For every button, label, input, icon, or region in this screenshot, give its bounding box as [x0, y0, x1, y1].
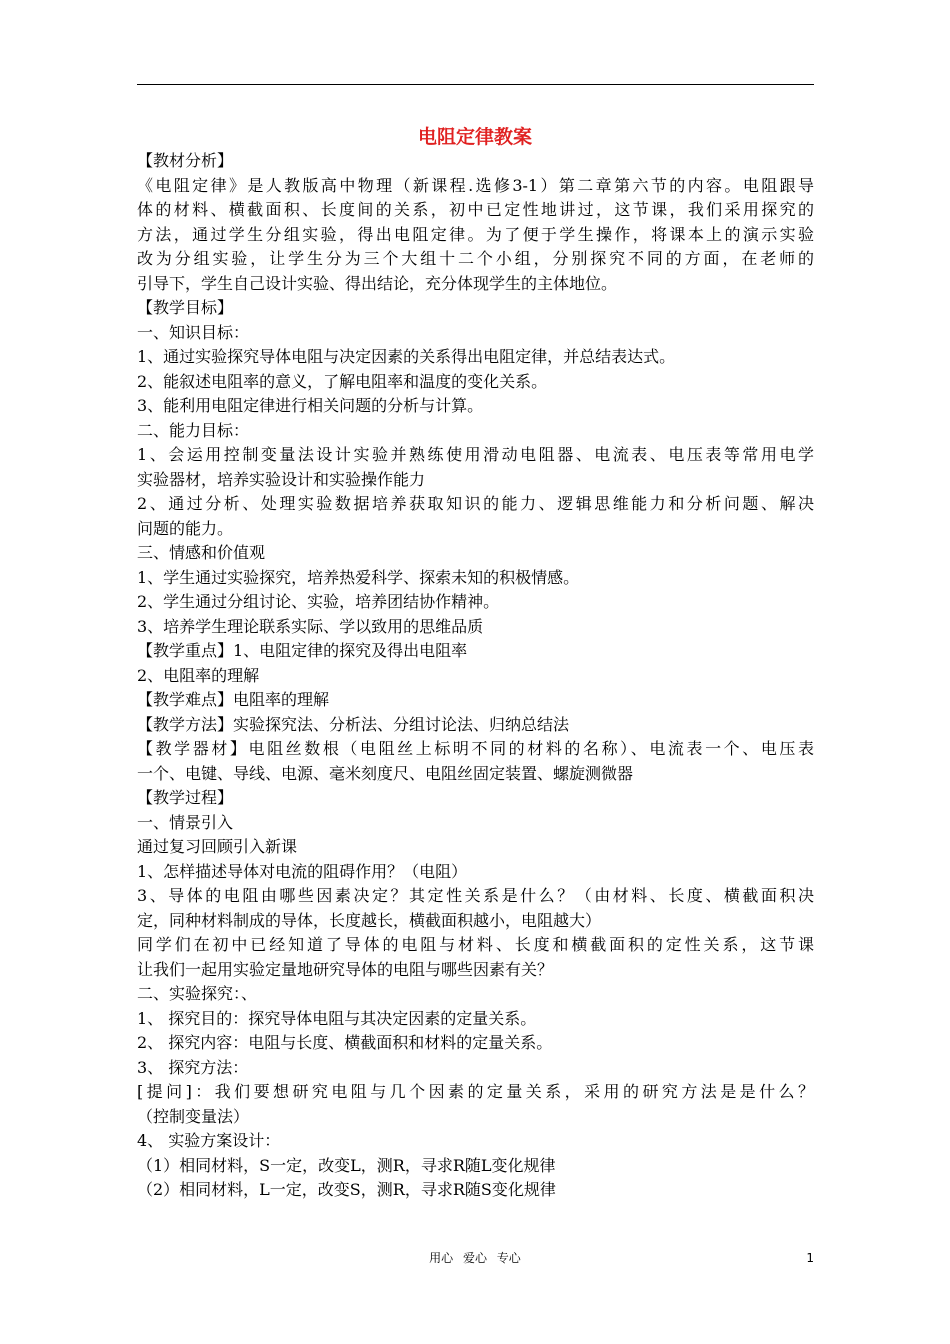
text-line: 通过复习回顾引入新课	[137, 837, 298, 856]
text-line: 【教材分析】	[137, 151, 234, 170]
text-line: 问题的能力。	[137, 518, 234, 538]
text-line: 【教学过程】	[137, 788, 234, 807]
text-line: 一、知识目标：	[137, 322, 250, 342]
text-line: 2、能叙述电阻率的意义，了解电阻率和温度的变化关系。	[137, 371, 548, 391]
text-line: 3、导体的电阻由哪些因素决定？其定性关系是什么？（由材料、长度、横截面积决	[137, 886, 814, 905]
text-line: 改为分组实验，让学生分为三个大组十二个小组，分别探究不同的方面，在老师的	[137, 249, 814, 268]
text-line: 同学们在初中已经知道了导体的电阻与材料、长度和横截面积的定性关系，这节课	[137, 935, 814, 954]
text-line: [提问]：我们要想研究电阻与几个因素的定量关系，采用的研究方法是是什么？	[137, 1082, 814, 1101]
text-line: 一个、电键、导线、电源、毫米刻度尺、电阻丝固定装置、螺旋测微器	[137, 763, 634, 783]
text-line: 【教学目标】	[137, 298, 234, 317]
text-line: 二、能力目标：	[137, 420, 250, 440]
text-line: 1、怎样描述导体对电流的阻碍作用？（电阻）	[137, 861, 468, 881]
header-rule	[137, 84, 814, 85]
text-line: 一、情景引入	[137, 812, 234, 832]
text-line: 3、 探究方法：	[137, 1057, 249, 1077]
text-line: 2、电阻率的理解	[137, 665, 260, 685]
text-line: 1、 探究目的：探究导体电阻与其决定因素的定量关系。	[137, 1008, 537, 1028]
text-line: 【教学方法】实验探究法、分析法、分组讨论法、归纳总结法	[137, 714, 570, 734]
text-line: （2）相同材料，L一定，改变S，测R，寻求R随S变化规律	[137, 1180, 556, 1199]
text-line: 二、实验探究：、	[137, 984, 258, 1003]
footer-slogan: 用心 爱心 专心	[429, 1251, 521, 1265]
text-line: 体的材料、横截面积、长度间的关系，初中已定性地讲过，这节课，我们采用探究的	[137, 200, 814, 219]
text-line: 【教学重点】1、电阻定律的探究及得出电阻率	[137, 641, 468, 660]
page-number: 1	[806, 1251, 814, 1265]
text-line: 2、 探究内容：电阻与长度、横截面积和材料的定量关系。	[137, 1033, 553, 1052]
text-line: 引导下，学生自己设计实验、得出结论，充分体现学生的主体地位。	[137, 273, 618, 293]
text-line: 3、能利用电阻定律进行相关问题的分析与计算。	[137, 396, 484, 415]
text-line: （控制变量法）	[137, 1106, 250, 1126]
text-line: 【教学难点】电阻率的理解	[137, 690, 330, 709]
text-line: 2、通过分析、处理实验数据培养获取知识的能力、逻辑思维能力和分析问题、解决	[137, 494, 814, 513]
document-body	[137, 149, 814, 1203]
text-line: 2、学生通过分组讨论、实验，培养团结协作精神。	[137, 592, 500, 611]
text-line: 3、培养学生理论联系实际、学以致用的思维品质	[137, 616, 484, 636]
document-title: 电阻定律教案	[417, 126, 532, 148]
text-line: 定，同种材料制成的导体，长度越长，横截面积越小，电阻越大）	[137, 910, 602, 930]
text-line: 【教学器材】电阻丝数根（电阻丝上标明不同的材料的名称）、电流表一个、电压表	[137, 739, 814, 758]
text-line: 1、学生通过实验探究，培养热爱科学、探索未知的积极情感。	[137, 567, 580, 587]
text-line: 1、会运用控制变量法设计实验并熟练使用滑动电阻器、电流表、电压表等常用电学	[137, 445, 814, 464]
text-line: 让我们一起用实验定量地研究导体的电阻与哪些因素有关？	[137, 959, 554, 979]
text-line: 方法，通过学生分组实验，得出电阻定律。为了便于学生操作，将课本上的演示实验	[137, 224, 814, 244]
text-line: 三、情感和价值观	[137, 543, 266, 562]
text-line: 4、 实验方案设计：	[137, 1131, 281, 1150]
text-line: 《电阻定律》是人教版高中物理（新课程.选修3-1）第二章第六节的内容。电阻跟导	[137, 175, 814, 195]
text-line: 实验器材，培养实验设计和实验操作能力	[137, 469, 426, 489]
text-line: 1、通过实验探究导体电阻与决定因素的关系得出电阻定律，并总结表达式。	[137, 347, 676, 366]
text-line: （1）相同材料，S一定，改变L，测R，寻求R随L变化规律	[137, 1155, 556, 1175]
